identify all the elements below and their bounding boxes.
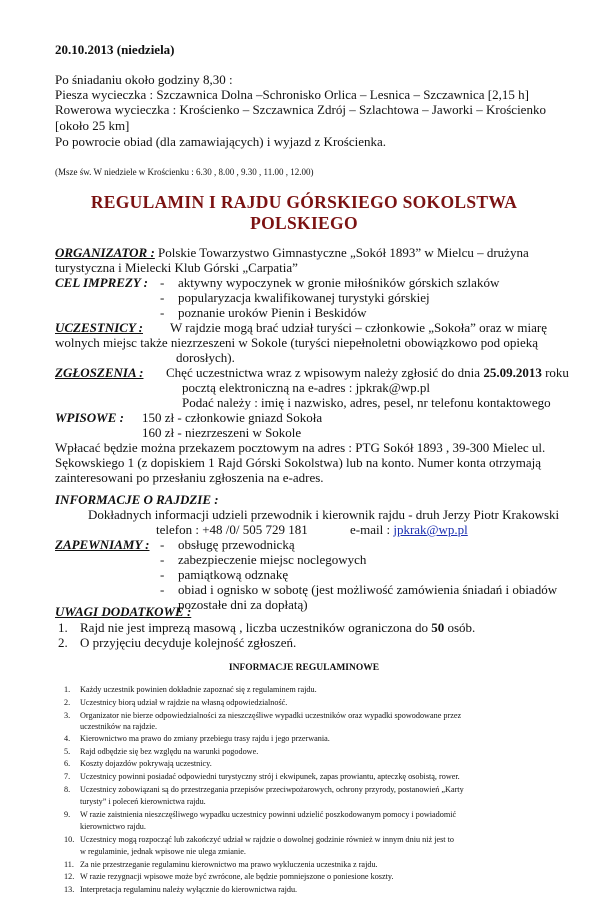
- bullet-dash: -: [160, 552, 165, 567]
- zapewniamy-item: pamiątkową odznakę: [178, 567, 289, 582]
- regulations-heading: INFORMACJE REGULAMINOWE: [228, 663, 380, 673]
- cel-item: aktywny wypoczynek w gronie miłośników górskich szlaków: [178, 275, 500, 290]
- uwagi-item-text: Rajd nie jest imprezą masową , liczba uczestników ograniczona do: [80, 620, 432, 635]
- payment-info-cont: Sękowskiego 1 (z dopiskiem 1 Rajd Górski Sokolstwa) lub na konto. Numer konta otrzymają: [55, 455, 541, 470]
- regulation-number: 7.: [64, 772, 71, 781]
- cel-item: popularyzacja kwalifikowanej turystyki górskiej: [178, 290, 430, 305]
- contact-phone: telefon : +48 /0/ 505 729 181: [156, 522, 308, 537]
- email-link[interactable]: jpkrak@wp.pl: [393, 522, 468, 537]
- uczestnicy-text-cont: wolnych miejsc także niezrzeszeni w Sokole (turyści niepełnoletni obowiązkowo pod opieką: [55, 335, 539, 350]
- wpisowe-label: WPISOWE :: [55, 410, 124, 425]
- regulation-item: Kierownictwo ma prawo do zmiany przebiegu trasy rajdu i jego przerwania.: [80, 734, 330, 743]
- mass-note: (Msze św. W niedziele w Krościenku : 6.30 , 8.00 , 9.30 , 11.00 , 12.00): [55, 167, 314, 177]
- plan-line: Po śniadaniu około godziny 8,30 :: [55, 72, 233, 87]
- regulation-number: 12.: [64, 872, 75, 881]
- participant-limit: 50: [431, 620, 445, 635]
- zgloszenia-text-post: roku: [541, 365, 569, 380]
- regulation-number: 13.: [64, 885, 75, 894]
- regulation-number: 5.: [64, 747, 71, 756]
- regulation-number: 8.: [64, 785, 71, 794]
- regulation-number: 4.: [64, 734, 71, 743]
- cel-item: poznanie uroków Pienin i Beskidów: [178, 305, 367, 320]
- bullet-dash: -: [160, 537, 165, 552]
- zgloszenia-email-line: pocztą elektroniczną na e-adres : jpkrak@wp.pl: [182, 380, 431, 395]
- wpisowe-nonmember-fee: 160 zł - niezrzeszeni w Sokole: [142, 425, 302, 440]
- uwagi-number: 1.: [58, 620, 68, 635]
- date-heading: 20.10.2013 (niedziela): [55, 42, 175, 57]
- uczestnicy-text: W rajdzie mogą brać udział turyści – członkowie „Sokoła” oraz w miarę: [170, 320, 547, 335]
- plan-line: [około 25 km]: [55, 118, 130, 133]
- regulation-number: 6.: [64, 759, 71, 768]
- zgloszenia-text-pre: Chęć uczestnictwa wraz z wpisowym należy zgłosić do dnia: [166, 365, 484, 380]
- regulation-item: Koszty dojazdów pokrywają uczestnicy.: [80, 759, 212, 768]
- regulation-number: 11.: [64, 860, 74, 869]
- regulation-item: Uczestnicy zobowiązani są do przestrzegania przepisów przeciwpożarowych, ochrony przyrody, postanowień „Karty: [80, 785, 464, 794]
- organizator-text: Polskie Towarzystwo Gimnastyczne „Sokół 1893” w Mielcu – drużyna: [158, 245, 529, 260]
- zapewniamy-item-cont: pozostałe dni za dopłatą): [178, 597, 308, 612]
- zgloszenia-text: [166, 365, 569, 381]
- regulation-item-cont: uczestników na rajdzie.: [80, 722, 158, 731]
- regulation-number: 1.: [64, 685, 71, 694]
- contact-email: [350, 522, 468, 538]
- uwagi-item: [80, 620, 475, 636]
- wpisowe-member-fee: 150 zł - członkowie gniazd Sokoła: [142, 410, 323, 425]
- informacje-label: INFORMACJE O RAJDZIE :: [55, 492, 219, 507]
- regulation-item: Uczestnicy mogą rozpocząć lub zakończyć udział w rajdzie o dowolnej godzinie również w innym dniu niż jest to: [80, 835, 454, 844]
- regulation-item: W razie rezygnacji wpisowe może być zwrócone, ale będzie pomniejszone o poniesione koszty.: [80, 872, 394, 881]
- bullet-dash: -: [160, 290, 165, 305]
- organizator-text-cont: turystyczna i Mielecki Klub Górski „Carpatia”: [55, 260, 298, 275]
- regulation-item: Interpretacja regulaminu należy wyłącznie do kierownictwa rajdu.: [80, 885, 298, 894]
- regulation-item-cont: turysty” i poleceń kierownictwa rajdu.: [80, 797, 206, 806]
- uwagi-label: UWAGI DODATKOWE :: [55, 604, 192, 619]
- document-title-cont: POLSKIEGO: [250, 213, 358, 233]
- zapewniamy-item: obsługę przewodnicką: [178, 537, 295, 552]
- contact-email-label: e-mail :: [350, 522, 394, 537]
- zgloszenia-required-data: Podać należy : imię i nazwisko, adres, pesel, nr telefonu kontaktowego: [182, 395, 551, 410]
- organizator-label: ORGANIZATOR :: [55, 245, 155, 260]
- regulation-item: Rajd odbędzie się bez względu na warunki pogodowe.: [80, 747, 259, 756]
- plan-line: Rowerowa wycieczka : Krościenko – Szczawnica Zdrój – Szlachtowa – Jaworki – Krościenko: [55, 102, 546, 117]
- regulation-number: 9.: [64, 810, 71, 819]
- regulation-item: Każdy uczestnik powinien dokładnie zapoznać się z regulaminem rajdu.: [80, 685, 317, 694]
- plan-line: Piesza wycieczka : Szczawnica Dolna –Schronisko Orlica – Lesnica – Szczawnica [2,15 h]: [55, 87, 529, 102]
- regulation-number: 2.: [64, 698, 71, 707]
- cel-label: CEL IMPREZY :: [55, 275, 148, 290]
- document-title: REGULAMIN I RAJDU GÓRSKIEGO SOKOLSTWA: [90, 192, 518, 212]
- payment-info: Wpłacać będzie można przekazem pocztowym na adres : PTG Sokół 1893 , 39-300 Mielec ul.: [55, 440, 546, 455]
- regulation-item: Organizator nie bierze odpowiedzialności za nieszczęśliwe wypadki uczestników oraz wypadki spowodowane przez: [80, 711, 462, 720]
- uwagi-item: O przyjęciu decyduje kolejność zgłoszeń.: [80, 635, 297, 650]
- uczestnicy-label: UCZESTNICY :: [55, 320, 143, 335]
- zgloszenia-label: ZGŁOSZENIA :: [55, 365, 144, 380]
- regulation-number: 10.: [64, 835, 75, 844]
- zapewniamy-item: zabezpieczenie miejsc noclegowych: [178, 552, 367, 567]
- regulation-item: Uczestnicy powinni posiadać odpowiedni turystyczny strój i ekwipunek, zapas prowiantu, apteczkę osobistą, rower.: [80, 772, 460, 781]
- regulation-number: 3.: [64, 711, 71, 720]
- uwagi-item-text-end: osób.: [444, 620, 476, 635]
- zapewniamy-item: obiad i ognisko w sobotę (jest możliwość zamówienia śniadań i obiadów: [178, 582, 558, 597]
- regulation-item: Za nie przestrzeganie regulaminu kierownictwo ma prawo wykluczenia uczestnika z rajdu.: [80, 860, 378, 869]
- payment-info-cont: zainteresowani po przesłaniu zgłoszenia na e-adres.: [55, 470, 324, 485]
- uwagi-number: 2.: [58, 635, 68, 650]
- regulation-item-cont: kierownictwo rajdu.: [80, 822, 146, 831]
- uczestnicy-text-cont: dorosłych).: [176, 350, 235, 365]
- zgloszenia-deadline: 25.09.2013: [483, 365, 542, 380]
- informacje-text: Dokładnych informacji udzieli przewodnik i kierownik rajdu - druh Jerzy Piotr Krakowski: [88, 507, 560, 522]
- bullet-dash: -: [160, 275, 165, 290]
- regulation-item-cont: w regulaminie, jednak wpisowe nie ulega zmianie.: [80, 847, 246, 856]
- zapewniamy-label: ZAPEWNIAMY :: [55, 537, 150, 552]
- bullet-dash: -: [160, 582, 165, 597]
- regulation-item: W razie zaistnienia nieszczęśliwego wypadku uczestnicy powinni udzielić poszkodowanym pomocy i powiadomić: [80, 810, 457, 819]
- regulation-item: Uczestnicy biorą udział w rajdzie na własną odpowiedzialność.: [80, 698, 288, 707]
- plan-line: Po powrocie obiad (dla zamawiających) i wyjazd z Krościenka.: [55, 134, 387, 149]
- bullet-dash: -: [160, 567, 165, 582]
- bullet-dash: -: [160, 305, 165, 320]
